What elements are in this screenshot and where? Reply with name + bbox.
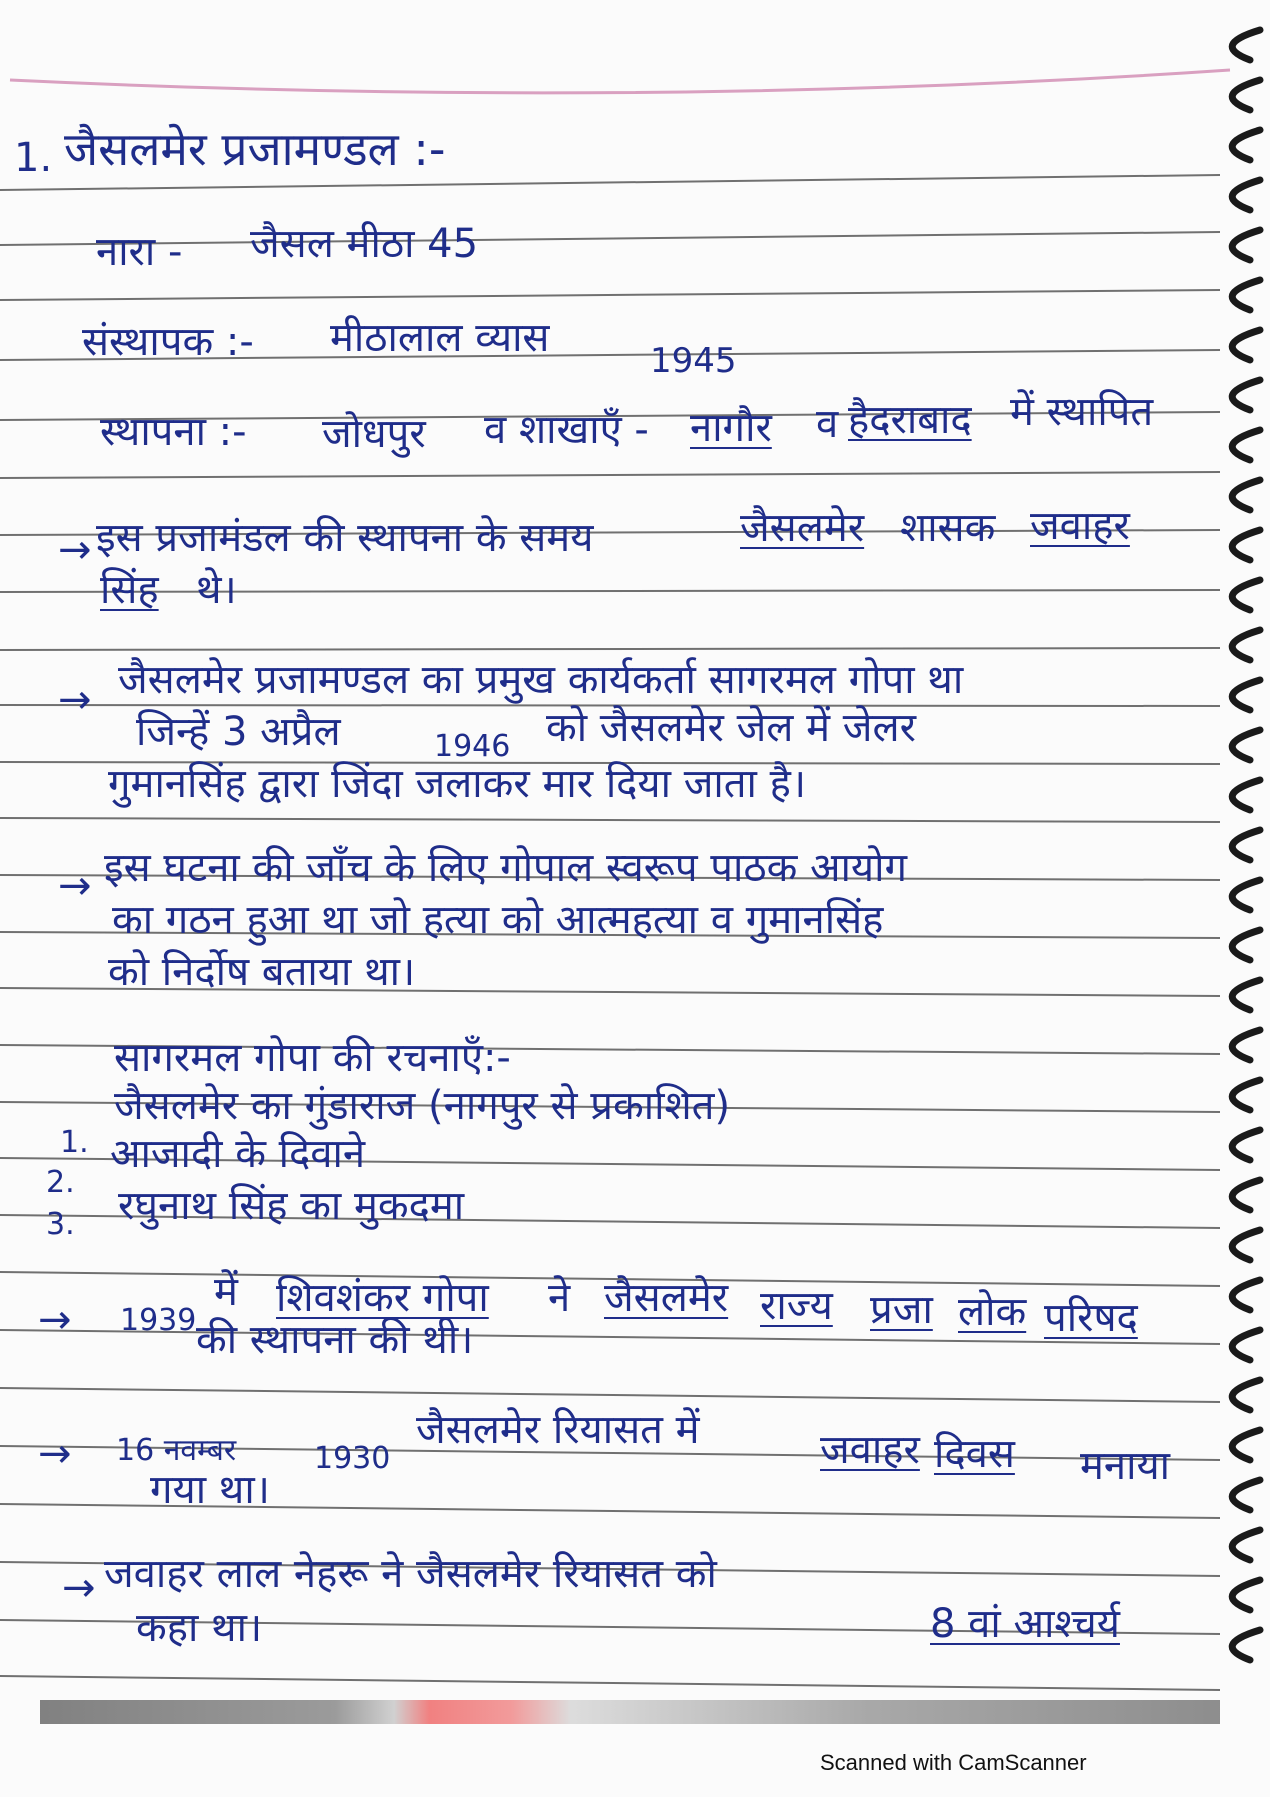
arrow-icon: → xyxy=(62,1565,96,1611)
point6-text: जवाहर लाल नेहरू ने जैसलमेर रियासत को xyxy=(104,1551,717,1597)
point1-line1: इस प्रजामंडल की स्थापना के समय xyxy=(96,515,594,561)
point5-text: जैसलमेर रियासत में xyxy=(416,1407,700,1453)
establish-branches: व शाखाएँ - xyxy=(484,407,649,453)
point4-lok: लोक xyxy=(958,1289,1027,1335)
point4-line2: की स्थापना की थी। xyxy=(196,1317,474,1363)
point2-line2-b: को जैसलमेर जेल में जेलर xyxy=(546,705,916,751)
page-title: जैसलमेर प्रजामण्डल :- xyxy=(64,122,446,176)
point5-line2: गया था। xyxy=(150,1467,270,1513)
point4-parishad: परिषद xyxy=(1044,1295,1138,1341)
point6-eighth-wonder: 8 वां आश्चर्य xyxy=(930,1601,1120,1647)
point2-line1: जैसलमेर प्रजामण्डल का प्रमुख कार्यकर्ता सागरमल गोपा था xyxy=(118,657,964,703)
arrow-icon: → xyxy=(38,1297,72,1343)
arrow-icon: → xyxy=(58,527,92,573)
point1-jawahar: जवाहर xyxy=(1030,503,1130,549)
founder-label: संस्थापक :- xyxy=(82,319,254,365)
title-number: 1. xyxy=(14,135,53,181)
founder-year: 1945 xyxy=(650,341,737,381)
point3-line3: को निर्दोष बताया था। xyxy=(108,949,416,995)
work-title-1: आजादी के दिवाने xyxy=(110,1131,366,1177)
point4-mein: में xyxy=(214,1269,238,1315)
point6-line2: कहा था। xyxy=(136,1605,263,1651)
point1-the: थे। xyxy=(196,567,237,613)
works-subtitle: जैसलमेर का गुंडाराज (नागपुर से प्रकाशित) xyxy=(114,1083,731,1129)
work-number-3: 3. xyxy=(46,1207,75,1242)
point4-name: शिवशंकर गोपा xyxy=(276,1275,489,1321)
founder-value: मीठालाल व्यास xyxy=(330,315,550,361)
establish-label: स्थापना :- xyxy=(100,409,247,455)
point5-date: 16 नवम्बर xyxy=(116,1433,237,1468)
arrow-icon: → xyxy=(38,1431,72,1477)
scanner-watermark: Scanned with CamScanner xyxy=(820,1750,1087,1775)
arrow-icon: → xyxy=(58,677,92,723)
establish-nagaur: नागौर xyxy=(690,405,772,451)
slogan-value: जैसल मीठा 45 xyxy=(250,221,479,267)
point1-ruler: शासक xyxy=(900,505,996,551)
point4-jaisalmer: जैसलमेर xyxy=(604,1275,729,1321)
point4-ne: ने xyxy=(548,1275,571,1321)
work-title-3: रघुनाथ सिंह का मुकदमा xyxy=(118,1183,465,1229)
point3-line2: का गठन हुआ था जो हत्या को आत्महत्या व गुमानसिंह xyxy=(112,897,884,943)
point4-year: 1939 xyxy=(120,1303,197,1338)
point4-praja: प्रजा xyxy=(870,1287,933,1333)
point5-jawahar: जवाहर xyxy=(820,1427,920,1473)
establish-established: में स्थापित xyxy=(1010,389,1154,435)
point2-line3: गुमानसिंह द्वारा जिंदा जलाकर मार दिया जाता है। xyxy=(108,761,807,807)
point2-line2-a: जिन्हें 3 अप्रैल xyxy=(136,709,341,755)
arrow-icon: → xyxy=(58,863,92,909)
point1-jaisalmer: जैसलमेर xyxy=(740,505,865,551)
establish-hyderabad: हैदराबाद xyxy=(848,397,972,443)
page-bottom-edge xyxy=(40,1700,1220,1724)
point2-year: 1946 xyxy=(434,729,511,764)
spiral-binding xyxy=(1180,20,1270,1710)
point1-singh: सिंह xyxy=(100,567,159,613)
establish-place: जोधपुर xyxy=(322,411,426,457)
point3-line1: इस घटना की जाँच के लिए गोपाल स्वरूप पाठक आयोग xyxy=(104,845,907,891)
point5-divas: दिवस xyxy=(934,1431,1015,1477)
point5-celebrated: मनाया xyxy=(1080,1443,1171,1489)
establish-va: व xyxy=(816,401,839,447)
works-heading: सागरमल गोपा की रचनाएँ:- xyxy=(114,1035,511,1081)
work-number-1: 1. xyxy=(60,1125,89,1160)
slogan-label: नारा - xyxy=(96,229,183,275)
point5-year: 1930 xyxy=(314,1441,391,1476)
work-number-2: 2. xyxy=(46,1165,75,1200)
point4-rajya: राज्य xyxy=(760,1283,833,1329)
